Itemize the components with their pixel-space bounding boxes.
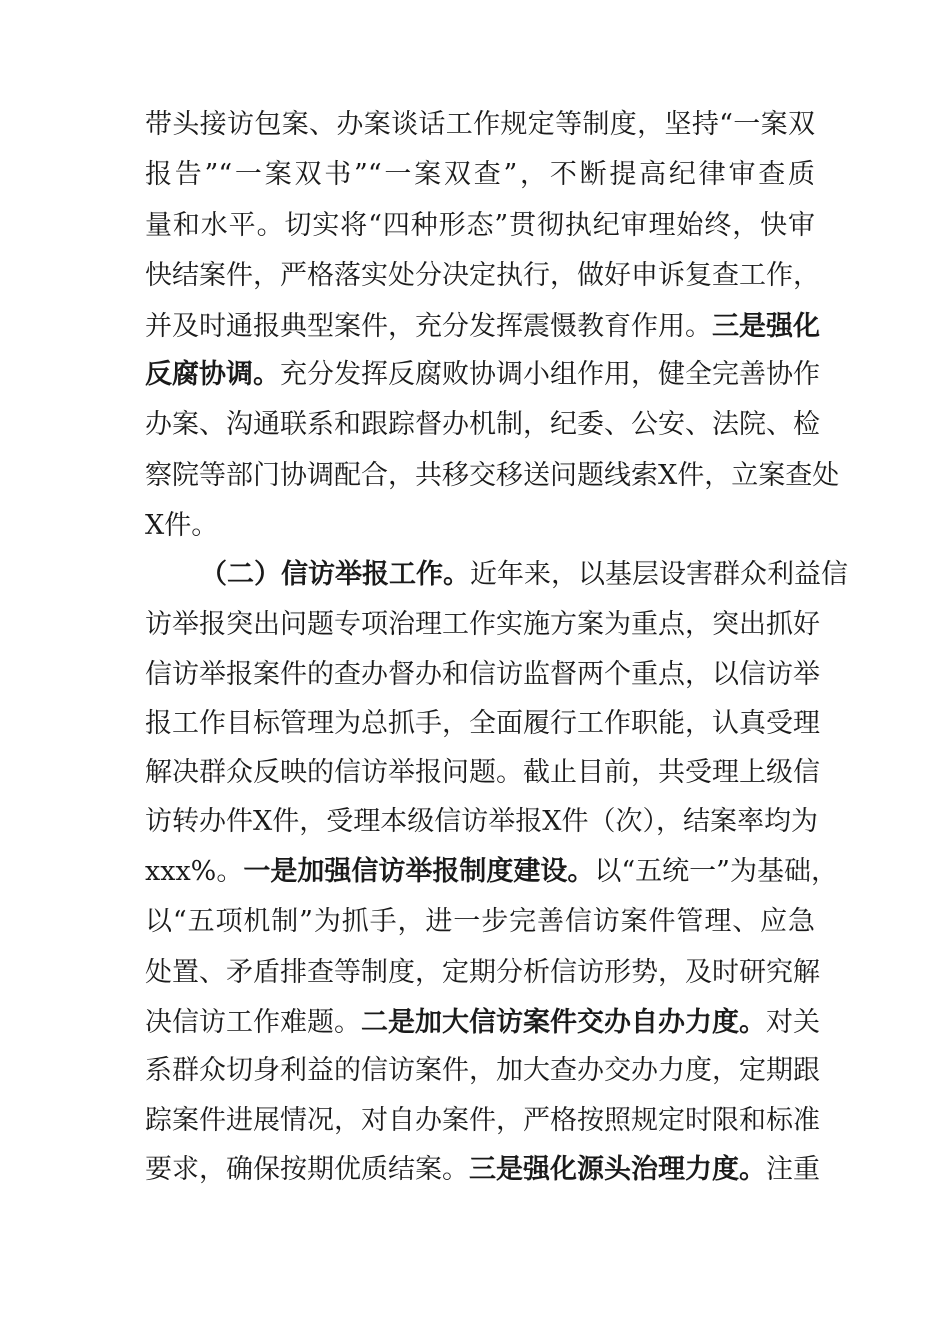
text-line xyxy=(145,600,820,650)
body-text: xxx%。 xyxy=(145,856,244,887)
body-text: 办案、沟通联系和跟踪督办机制，纪委、公安、法院、检 xyxy=(145,409,820,440)
body-text: 快结案件，严格落实处分决定执行，做好申诉复查工作， xyxy=(145,260,820,291)
body-text: 并及时通报典型案件，充分发挥震慑教育作用。 xyxy=(145,311,712,342)
body-text: 注重 xyxy=(766,1154,820,1185)
text-line xyxy=(145,302,820,352)
body-text: 充分发挥反腐败协调小组作用，健全完善协作 xyxy=(280,359,820,390)
bold-heading-text: 三是强化 xyxy=(712,311,820,342)
text-line xyxy=(145,797,818,847)
bold-heading-text: 一是加强信访举报制度建设。 xyxy=(243,856,595,887)
text-line xyxy=(145,998,820,1048)
text-line xyxy=(145,699,820,749)
body-text: 决信访工作难题。 xyxy=(145,1007,361,1038)
text-line xyxy=(200,550,848,600)
text-line xyxy=(145,150,815,200)
bold-heading-text: 二是加大信访案件交办自办力度。 xyxy=(361,1007,766,1038)
body-text: 系群众切身利益的信访案件，加大查办交办力度，定期跟 xyxy=(145,1055,820,1086)
bold-heading-text: 反腐协调。 xyxy=(145,359,280,390)
body-text: 带头接访包案、办案谈话工作规定等制度，坚持“一案双 xyxy=(145,109,815,140)
text-line xyxy=(145,650,820,700)
body-text: 报工作目标管理为总抓手，全面履行工作职能，认真受理 xyxy=(145,708,820,739)
text-line xyxy=(145,948,820,998)
text-line xyxy=(145,100,815,150)
text-line xyxy=(145,847,838,897)
body-text: 处置、矛盾排查等制度，定期分析信访形势，及时研究解 xyxy=(145,957,820,988)
body-text: 察院等部门协调配合，共移交移送问题线索X件，立案查处 xyxy=(145,460,840,491)
text-line xyxy=(145,400,820,450)
body-text: 以“五统一”为基础， xyxy=(594,856,838,887)
body-text: 踪案件进展情况，对自办案件，严格按照规定时限和标准 xyxy=(145,1105,820,1136)
bold-heading-text: 三是强化源头治理力度。 xyxy=(469,1154,766,1185)
text-line xyxy=(145,251,820,301)
text-line xyxy=(145,1096,820,1146)
bold-heading-text: （二）信访举报工作。 xyxy=(200,559,470,590)
body-text: 要求，确保按期优质结案。 xyxy=(145,1154,469,1185)
text-line xyxy=(145,897,815,947)
body-text: 访举报突出问题专项治理工作实施方案为重点，突出抓好 xyxy=(145,609,820,640)
body-text: 近年来，以基层设害群众利益信 xyxy=(470,559,848,590)
text-line xyxy=(145,748,820,798)
text-line xyxy=(145,350,820,400)
body-text: 量和水平。切实将“四种形态”贯彻执纪审理始终，快审 xyxy=(145,210,815,241)
text-line xyxy=(145,451,840,501)
text-line xyxy=(145,201,815,251)
body-text: X件。 xyxy=(145,510,219,541)
text-line xyxy=(145,501,815,551)
text-line xyxy=(145,1046,820,1096)
body-text: 访转办件X件，受理本级信访举报X件（次），结案率均为 xyxy=(145,806,818,837)
body-text: 对关 xyxy=(766,1007,820,1038)
body-text: 解决群众反映的信访举报问题。截止目前，共受理上级信 xyxy=(145,757,820,788)
body-text: 以“五项机制”为抓手，进一步完善信访案件管理、应急 xyxy=(145,906,815,937)
text-line xyxy=(145,1145,820,1195)
body-text: 报告”“一案双书”“一案双查”，不断提高纪律审查质 xyxy=(145,159,815,190)
body-text: 信访举报案件的查办督办和信访监督两个重点，以信访举 xyxy=(145,659,820,690)
